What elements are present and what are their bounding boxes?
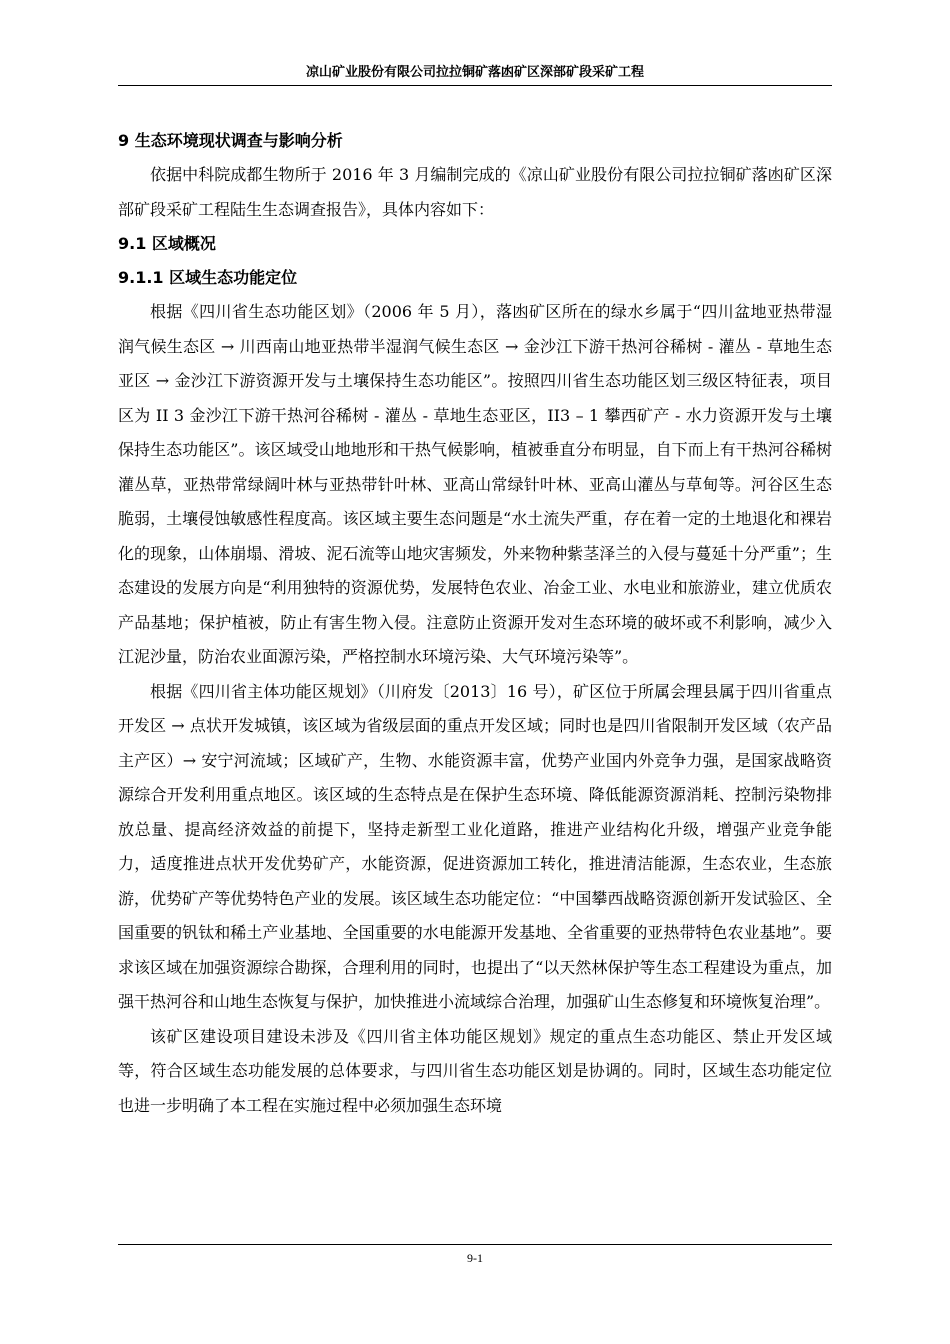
page-number: 9-1	[467, 1251, 483, 1265]
paragraph-main-function-zoning: 根据《四川省主体功能区规划》（川府发〔2013〕16 号），矿区位于所属会理县属于四川省重点开发区 → 点状开发城镇，该区域为省级层面的重点开发区域；同时也是四川省限制开发区域（农产品主产区）→ 安宁河流域；区域矿产，生物、水能资源丰富，优势产业国内外竞争力强，是国家战略资源综合开发利用重点地区。该区域的生态特点是在保护生态环境、降低能源资源消耗、控制污染物排放总量、提高经济效益的前提下，坚持走新型工业化道路，推进产业结构化升级，增强产业竞争能力，适度推进点状开发优势矿产，水能资源，促进资源加工转化，推进清洁能源，生态农业，生态旅游，优势矿产等优势特色产业的发展。该区域生态功能定位：“中国攀西战略资源创新开发试验区、全国重要的钒钛和稀土产业基地、全国重要的水电能源开发基地、全省重要的亚热带特色农业基地”。要求该区域在加强资源综合勘探，合理利用的同时，也提出了“以天然林保护等生态工程建设为重点，加强干热河谷和山地生态恢复与保护，加快推进小流域综合治理，加强矿山生态修复和环境恢复治理”。	[118, 681, 832, 1011]
header-divider	[118, 85, 832, 86]
section-heading-9: 9 生态环境现状调查与影响分析	[118, 131, 343, 150]
page-header-title: 凉山矿业股份有限公司拉拉铜矿落凼矿区深部矿段采矿工程	[305, 65, 644, 80]
document-body	[118, 124, 832, 1123]
section-heading-9-1: 9.1 区域概况	[118, 234, 216, 253]
section-heading-9-1-1: 9.1.1 区域生态功能定位	[118, 268, 298, 287]
paragraph-ecological-zoning: 根据《四川省生态功能区划》（2006 年 5 月），落凼矿区所在的绿水乡属于“四川盆地亚热带湿润气候生态区 → 川西南山地亚热带半湿润气候生态区 → 金沙江下游干热河谷稀树 - 灌丛 - 草地生态亚区 → 金沙江下游资源开发与土壤保持生态功能区”。按照四川省生态功能区划三级区特征表，项目区为 II 3 金沙江下游干热河谷稀树 - 灌丛 - 草地生态亚区，II3 – 1 攀西矿产 - 水力资源开发与土壤保持生态功能区”。该区域受山地地形和干热气候影响，植被垂直分布明显，自下而上有干热河谷稀树灌丛草，亚热带常绿阔叶林与亚热带针叶林、亚高山常绿针叶林、亚高山灌丛与草甸等。河谷区生态脆弱，土壤侵蚀敏感性程度高。该区域主要生态问题是“水土流失严重，存在着一定的土地退化和裸岩化的现象，山体崩塌、滑坡、泥石流等山地灾害频发，外来物种紫茎泽兰的入侵与蔓延十分严重”；生态建设的发展方向是“利用独特的资源优势，发展特色农业、冶金工业、水电业和旅游业，建立优质农产品基地；保护植被，防止有害生物入侵。注意防止资源开发对生态环境的破坏或不利影响，减少入江泥沙量，防治农业面源污染，严格控制水环境污染、大气环境污染等”。	[118, 302, 832, 666]
intro-paragraph: 依据中科院成都生物所于 2016 年 3 月编制完成的《凉山矿业股份有限公司拉拉铜矿落凼矿区深部矿段采矿工程陆生生态调查报告》，具体内容如下：	[118, 165, 832, 219]
paragraph-conclusion: 该矿区建设项目建设未涉及《四川省主体功能区规划》规定的重点生态功能区、禁止开发区域等，符合区域生态功能发展的总体要求，与四川省生态功能区划是协调的。同时，区域生态功能定位也进一步明确了本工程在实施过程中必须加强生态环境	[118, 1026, 832, 1115]
footer-divider	[118, 1244, 832, 1245]
